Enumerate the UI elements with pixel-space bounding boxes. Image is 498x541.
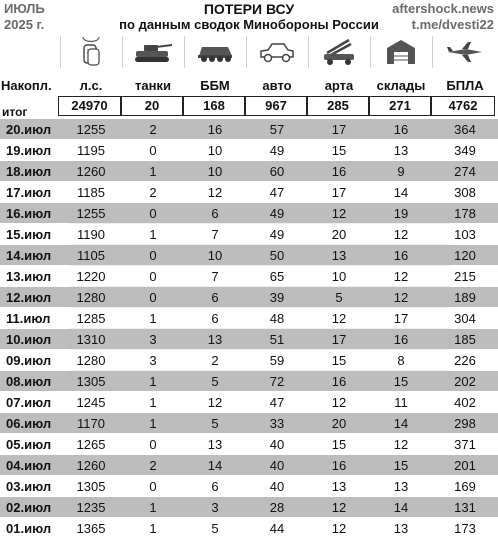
- cell-depots: 13: [393, 479, 409, 494]
- cell-depots: 16: [393, 332, 409, 347]
- table-row: [0, 371, 498, 391]
- title-text: ПОТЕРИ ВСУ: [203, 1, 295, 17]
- total-vehicles: 967: [245, 96, 307, 116]
- cell-drones: 131: [454, 500, 476, 515]
- cell-artillery: 12: [331, 206, 347, 221]
- cell-depots: 12: [393, 227, 409, 242]
- table-row: [0, 476, 498, 496]
- cell-artillery: 17: [331, 332, 347, 347]
- table-row: [0, 308, 498, 328]
- cell-drones: 226: [454, 353, 476, 368]
- cell-personnel: 1260: [76, 458, 106, 473]
- totals-row: [0, 96, 498, 116]
- cell-depots: 9: [397, 164, 405, 179]
- cell-artillery: 5: [335, 290, 343, 305]
- table-row: [0, 161, 498, 181]
- cell-vehicles: 40: [269, 437, 285, 452]
- table-row: [0, 140, 498, 160]
- icon-row: [0, 34, 498, 70]
- table-row: [0, 413, 498, 433]
- total-ifv: 168: [183, 96, 245, 116]
- warehouse-icon: [370, 34, 432, 70]
- cell-ifv: 3: [211, 500, 219, 515]
- cell-personnel: 1245: [76, 395, 106, 410]
- cell-date: 17.июл: [6, 185, 52, 200]
- cell-drones: 402: [454, 395, 476, 410]
- cell-drones: 308: [454, 185, 476, 200]
- cell-vehicles: 50: [269, 248, 285, 263]
- cell-artillery: 16: [331, 374, 347, 389]
- cell-ifv: 5: [211, 416, 219, 431]
- cell-depots: 13: [393, 143, 409, 158]
- cell-artillery: 12: [331, 521, 347, 536]
- cell-drones: 201: [454, 458, 476, 473]
- tank-icon: [122, 34, 184, 70]
- cell-ifv: 6: [211, 290, 219, 305]
- table-row: [0, 287, 498, 307]
- cell-drones: 120: [454, 248, 476, 263]
- cell-date: 08.июл: [6, 374, 52, 389]
- cell-drones: 169: [454, 479, 476, 494]
- cell-ifv: 10: [207, 164, 223, 179]
- cell-ifv: 16: [207, 122, 223, 137]
- source-telegram: t.me/dvesti22: [411, 17, 494, 32]
- cell-date: 12.июл: [6, 290, 52, 305]
- cell-vehicles: 60: [269, 164, 285, 179]
- cell-ifv: 5: [211, 521, 219, 536]
- cell-personnel: 1305: [76, 374, 106, 389]
- cell-date: 09.июл: [6, 353, 52, 368]
- cell-personnel: 1285: [76, 311, 106, 326]
- cell-drones: 298: [454, 416, 476, 431]
- cell-date: 13.июл: [6, 269, 52, 284]
- cell-depots: 11: [394, 395, 408, 410]
- cell-depots: 16: [393, 122, 409, 137]
- cell-vehicles: 72: [269, 374, 285, 389]
- column-header-depots: склады: [376, 78, 426, 93]
- cell-depots: 12: [393, 290, 409, 305]
- total-drones: 4762: [431, 96, 495, 116]
- cell-ifv: 7: [211, 269, 219, 284]
- cell-artillery: 16: [331, 164, 347, 179]
- cell-artillery: 17: [331, 185, 347, 200]
- table-row: [0, 329, 498, 349]
- table-row: [0, 455, 498, 475]
- cell-ifv: 14: [207, 458, 223, 473]
- cell-date: 16.июл: [6, 206, 52, 221]
- cell-date: 01.июл: [6, 521, 52, 536]
- cell-artillery: 13: [331, 248, 347, 263]
- totals-label: итог: [2, 105, 28, 119]
- cell-tanks: 0: [149, 269, 157, 284]
- cell-vehicles: 44: [269, 521, 285, 536]
- cell-ifv: 6: [211, 206, 219, 221]
- cell-artillery: 15: [331, 437, 347, 452]
- cell-vehicles: 33: [269, 416, 285, 431]
- armored-vehicle-icon: [184, 34, 246, 70]
- cell-ifv: 13: [207, 332, 223, 347]
- cell-drones: 178: [454, 206, 476, 221]
- cell-personnel: 1265: [76, 437, 106, 452]
- column-header-ifv: ББМ: [200, 78, 230, 93]
- cell-tanks: 1: [149, 227, 157, 242]
- source: [392, 1, 494, 33]
- cell-personnel: 1310: [76, 332, 106, 347]
- column-header-row: [0, 76, 498, 96]
- cell-date: 10.июл: [6, 332, 52, 347]
- cell-drones: 349: [454, 143, 476, 158]
- cell-artillery: 15: [331, 353, 347, 368]
- total-tanks: 20: [121, 96, 183, 116]
- cell-artillery: 13: [331, 479, 347, 494]
- table-row: [0, 266, 498, 286]
- cell-ifv: 6: [211, 311, 219, 326]
- cell-ifv: 6: [211, 479, 219, 494]
- column-header-personnel: л.с.: [79, 78, 103, 93]
- cell-vehicles: 47: [269, 395, 285, 410]
- subtitle-text: по данным сводок Минобороны России: [119, 17, 379, 32]
- cell-ifv: 10: [207, 143, 223, 158]
- cell-tanks: 2: [149, 185, 157, 200]
- cell-date: 06.июл: [6, 416, 52, 431]
- cell-date: 03.июл: [6, 479, 52, 494]
- cell-artillery: 12: [331, 395, 347, 410]
- car-icon: [246, 34, 308, 70]
- cell-date: 14.июл: [6, 248, 52, 263]
- cell-date: 04.июл: [6, 458, 52, 473]
- cell-artillery: 17: [331, 122, 347, 137]
- cell-personnel: 1365: [76, 521, 106, 536]
- cell-depots: 14: [393, 185, 409, 200]
- cell-depots: 16: [393, 248, 409, 263]
- cell-artillery: 20: [331, 416, 347, 431]
- cell-artillery: 12: [331, 500, 347, 515]
- cell-artillery: 10: [331, 269, 347, 284]
- cell-tanks: 0: [149, 206, 157, 221]
- cell-tanks: 3: [149, 353, 157, 368]
- cell-drones: 189: [454, 290, 476, 305]
- column-header-artillery: арта: [324, 78, 354, 93]
- cell-tanks: 1: [149, 416, 157, 431]
- cell-tanks: 1: [149, 521, 157, 536]
- cell-date: 18.июл: [6, 164, 52, 179]
- cell-date: 07.июл: [6, 395, 52, 410]
- table-row: [0, 203, 498, 223]
- header: [0, 0, 498, 72]
- cell-drones: 364: [454, 122, 476, 137]
- cell-depots: 14: [393, 500, 409, 515]
- cell-vehicles: 49: [269, 206, 285, 221]
- cell-ifv: 5: [211, 374, 219, 389]
- table-row: [0, 224, 498, 244]
- cell-personnel: 1170: [77, 416, 105, 431]
- cell-personnel: 1305: [76, 479, 106, 494]
- table-row: [0, 245, 498, 265]
- cell-tanks: 0: [149, 290, 157, 305]
- column-header-vehicles: авто: [262, 78, 292, 93]
- cell-tanks: 1: [149, 164, 157, 179]
- cell-tanks: 1: [149, 500, 157, 515]
- cell-vehicles: 48: [269, 311, 285, 326]
- cell-tanks: 0: [149, 479, 157, 494]
- cell-depots: 8: [397, 353, 405, 368]
- soldier-tag-icon: [60, 34, 122, 70]
- cell-vehicles: 40: [269, 479, 285, 494]
- cell-date: 02.июл: [6, 500, 52, 515]
- cell-vehicles: 40: [269, 458, 285, 473]
- cell-drones: 274: [454, 164, 476, 179]
- cell-depots: 15: [393, 374, 409, 389]
- cell-drones: 371: [454, 437, 476, 452]
- cell-drones: 103: [454, 227, 476, 242]
- cell-artillery: 20: [331, 227, 347, 242]
- cell-drones: 185: [454, 332, 476, 347]
- cell-personnel: 1190: [77, 227, 105, 242]
- cell-date: 20.июл: [6, 122, 52, 137]
- column-header-tanks: танки: [135, 78, 171, 93]
- cell-ifv: 12: [207, 185, 223, 200]
- table-row: [0, 497, 498, 517]
- cell-vehicles: 39: [269, 290, 285, 305]
- table-row: [0, 434, 498, 454]
- cell-personnel: 1260: [76, 164, 106, 179]
- cell-depots: 13: [393, 521, 409, 536]
- total-personnel: 24970: [58, 96, 121, 116]
- cell-drones: 304: [454, 311, 476, 326]
- cell-artillery: 12: [331, 311, 347, 326]
- cell-depots: 12: [393, 437, 409, 452]
- cell-vehicles: 47: [269, 185, 285, 200]
- cell-vehicles: 49: [269, 143, 285, 158]
- cell-vehicles: 28: [269, 500, 285, 515]
- cell-vehicles: 59: [269, 353, 285, 368]
- cell-date: 15.июл: [6, 227, 52, 242]
- cell-ifv: 12: [207, 395, 223, 410]
- cell-date: 05.июл: [6, 437, 52, 452]
- artillery-icon: [308, 34, 370, 70]
- column-header-drones: БПЛА: [446, 78, 484, 93]
- cell-depots: 12: [393, 269, 409, 284]
- cell-depots: 14: [393, 416, 409, 431]
- period-year: 2025 г.: [4, 17, 45, 32]
- period-month: ИЮЛЬ: [4, 1, 45, 16]
- cell-tanks: 2: [149, 458, 157, 473]
- table-row: [0, 518, 498, 538]
- cell-tanks: 3: [149, 332, 157, 347]
- cell-vehicles: 51: [269, 332, 285, 347]
- cell-ifv: 10: [207, 248, 223, 263]
- cell-drones: 202: [454, 374, 476, 389]
- cell-date: 11.июл: [6, 311, 51, 326]
- cell-personnel: 1235: [76, 500, 106, 515]
- table-row: [0, 182, 498, 202]
- cell-tanks: 1: [149, 374, 157, 389]
- cell-date: 19.июл: [6, 143, 52, 158]
- cell-ifv: 2: [211, 353, 219, 368]
- cell-personnel: 1105: [77, 248, 105, 263]
- cell-vehicles: 65: [269, 269, 285, 284]
- cell-personnel: 1255: [76, 122, 106, 137]
- column-header-accum: Накопл.: [1, 78, 52, 93]
- cell-vehicles: 49: [269, 227, 285, 242]
- cell-personnel: 1280: [76, 353, 106, 368]
- cell-tanks: 1: [149, 311, 157, 326]
- cell-tanks: 2: [149, 122, 157, 137]
- cell-tanks: 1: [149, 395, 157, 410]
- cell-tanks: 0: [149, 248, 157, 263]
- cell-artillery: 15: [331, 143, 347, 158]
- cell-vehicles: 57: [269, 122, 285, 137]
- cell-personnel: 1195: [77, 143, 105, 158]
- source-site: aftershock.news: [392, 1, 494, 16]
- total-depots: 271: [369, 96, 431, 116]
- cell-tanks: 0: [149, 437, 157, 452]
- cell-depots: 19: [393, 206, 409, 221]
- cell-drones: 173: [454, 521, 476, 536]
- cell-drones: 215: [454, 269, 476, 284]
- table-row: [0, 119, 498, 139]
- cell-personnel: 1280: [76, 290, 106, 305]
- cell-personnel: 1255: [76, 206, 106, 221]
- cell-tanks: 0: [149, 143, 157, 158]
- table-row: [0, 392, 498, 412]
- cell-depots: 17: [393, 311, 409, 326]
- cell-ifv: 13: [207, 437, 223, 452]
- total-artillery: 285: [307, 96, 369, 116]
- drone-icon: [432, 34, 498, 70]
- cell-depots: 15: [393, 458, 409, 473]
- cell-artillery: 16: [331, 458, 347, 473]
- table-row: [0, 350, 498, 370]
- cell-personnel: 1220: [76, 269, 106, 284]
- cell-ifv: 7: [211, 227, 219, 242]
- cell-personnel: 1185: [77, 185, 105, 200]
